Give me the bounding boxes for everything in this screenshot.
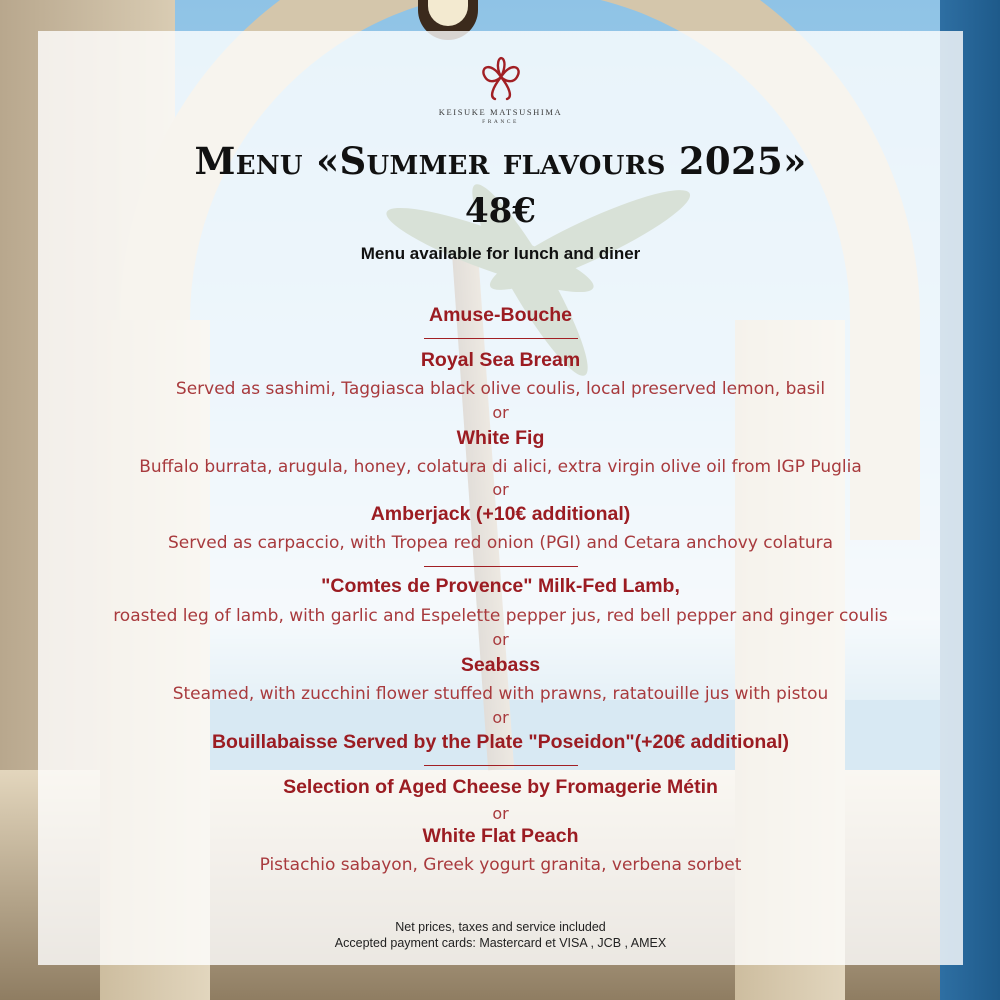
starter-name: White Fig: [456, 427, 545, 449]
menu-title: Menu «Summer flavours 2025»: [194, 139, 807, 183]
section-divider: [424, 765, 578, 766]
starter-description: Served as carpaccio, with Tropea red onion (PGI) and Cetara anchovy colatura: [167, 533, 834, 553]
or-separator: or: [492, 630, 509, 649]
or-separator: or: [492, 708, 509, 727]
dessert-description: Pistachio sabayon, Greek yogurt granita, verbena sorbet: [259, 855, 742, 875]
starter-description: Served as sashimi, Taggiasca black olive coulis, local preserved lemon, basil: [175, 379, 826, 399]
starter-name: Royal Sea Bream: [420, 349, 581, 371]
main-course-description: Steamed, with zucchini flower stuffed with prawns, ratatouille jus with pistou: [172, 684, 829, 704]
menu-content: [38, 31, 963, 965]
main-course-description: roasted leg of lamb, with garlic and Espelette pepper jus, red bell pepper and ginger coulis: [113, 606, 888, 626]
dessert-name: White Flat Peach: [422, 825, 579, 847]
footer-prices-note: Net prices, taxes and service included: [395, 920, 606, 934]
footer-payment-cards: Accepted payment cards: Mastercard et VISA , JCB , AMEX: [334, 936, 667, 950]
starter-name: Amberjack (+10€ additional): [370, 503, 631, 525]
ribbon-knot-logo-icon: [473, 51, 529, 103]
main-course-name: Bouillabaisse Served by the Plate "Poseidon"(+20€ additional): [211, 731, 790, 753]
starter-description: Buffalo burrata, arugula, honey, colatura di alici, extra virgin olive oil from IGP Puglia: [139, 457, 862, 477]
brand-logo: [38, 51, 963, 125]
dessert-name: Selection of Aged Cheese by Fromagerie Métin: [283, 776, 718, 798]
main-course-name: Seabass: [460, 654, 541, 676]
section-divider: [424, 338, 578, 339]
main-course-name: "Comtes de Provence" Milk-Fed Lamb,: [321, 575, 680, 597]
menu-availability: Menu available for lunch and diner: [360, 244, 641, 263]
or-separator: or: [492, 403, 509, 422]
or-separator: or: [492, 804, 509, 823]
brand-name: KEISUKE MATSUSHIMA: [438, 107, 563, 117]
amuse-bouche-heading: Amuse-Bouche: [428, 304, 573, 326]
menu-price: 48€: [465, 191, 536, 231]
or-separator: or: [492, 480, 509, 499]
brand-country: FRANCE: [482, 119, 519, 125]
section-divider: [424, 566, 578, 567]
